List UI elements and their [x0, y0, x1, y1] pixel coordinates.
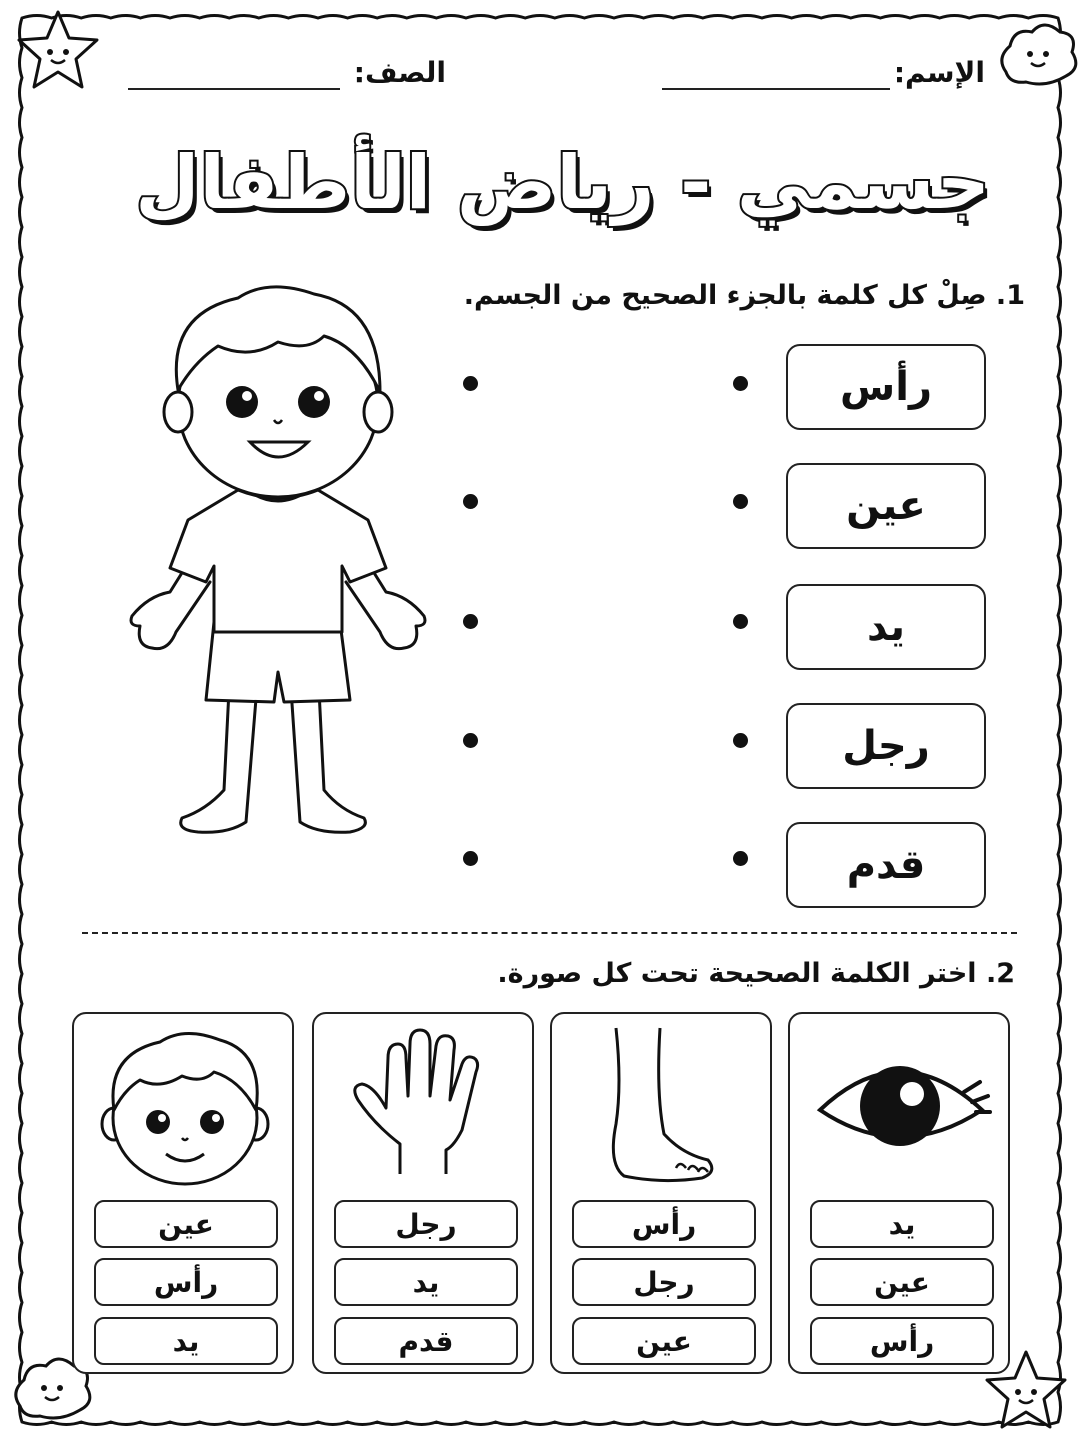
- exercise2-instruction: 2. اختر الكلمة الصحيحة تحت كل صورة.: [497, 958, 1015, 989]
- head-icon: [74, 1014, 296, 1194]
- match-dot-word[interactable]: [733, 733, 748, 748]
- word-box-head[interactable]: رأس: [786, 344, 986, 430]
- option-button[interactable]: رجل: [572, 1258, 756, 1306]
- picture-card-hand: [312, 1012, 534, 1374]
- cloud-icon: [1002, 25, 1076, 84]
- boy-body-illustration: [118, 270, 438, 850]
- option-button[interactable]: رأس: [94, 1258, 278, 1306]
- exercise1-instruction: 1. صِلْ كل كلمة بالجزء الصحيح من الجسم.: [463, 280, 1025, 311]
- name-label: الإسم:: [893, 56, 985, 89]
- word-box-foot[interactable]: قدم: [786, 822, 986, 908]
- section-divider: [82, 932, 1017, 934]
- option-button[interactable]: يد: [94, 1317, 278, 1365]
- word-box-eye[interactable]: عين: [786, 463, 986, 549]
- hand-icon: [314, 1014, 536, 1194]
- option-button[interactable]: يد: [810, 1200, 994, 1248]
- foot-icon: [552, 1014, 774, 1194]
- match-dot-picture[interactable]: [463, 851, 478, 866]
- match-dot-word[interactable]: [733, 376, 748, 391]
- match-dot-word[interactable]: [733, 614, 748, 629]
- option-button[interactable]: عين: [572, 1317, 756, 1365]
- match-dot-word[interactable]: [733, 851, 748, 866]
- star-icon: [19, 12, 97, 87]
- match-dot-picture[interactable]: [463, 376, 478, 391]
- match-dot-picture[interactable]: [463, 733, 478, 748]
- option-button[interactable]: رجل: [334, 1200, 518, 1248]
- word-box-leg[interactable]: رجل: [786, 703, 986, 789]
- picture-card-foot: [550, 1012, 772, 1374]
- match-dot-picture[interactable]: [463, 614, 478, 629]
- match-dot-word[interactable]: [733, 494, 748, 509]
- option-button[interactable]: رأس: [810, 1317, 994, 1365]
- match-dot-picture[interactable]: [463, 494, 478, 509]
- eye-icon: [790, 1014, 1012, 1194]
- name-field[interactable]: [662, 88, 890, 90]
- picture-card-head: [72, 1012, 294, 1374]
- option-button[interactable]: عين: [94, 1200, 278, 1248]
- class-field[interactable]: [128, 88, 340, 90]
- option-button[interactable]: يد: [334, 1258, 518, 1306]
- option-button[interactable]: عين: [810, 1258, 994, 1306]
- option-button[interactable]: قدم: [334, 1317, 518, 1365]
- class-label: الصف:: [353, 56, 446, 89]
- word-box-hand[interactable]: يد: [786, 584, 986, 670]
- option-button[interactable]: رأس: [572, 1200, 756, 1248]
- page-title: جسمي - رياض الأطفال: [135, 140, 990, 226]
- picture-card-eye: [788, 1012, 1010, 1374]
